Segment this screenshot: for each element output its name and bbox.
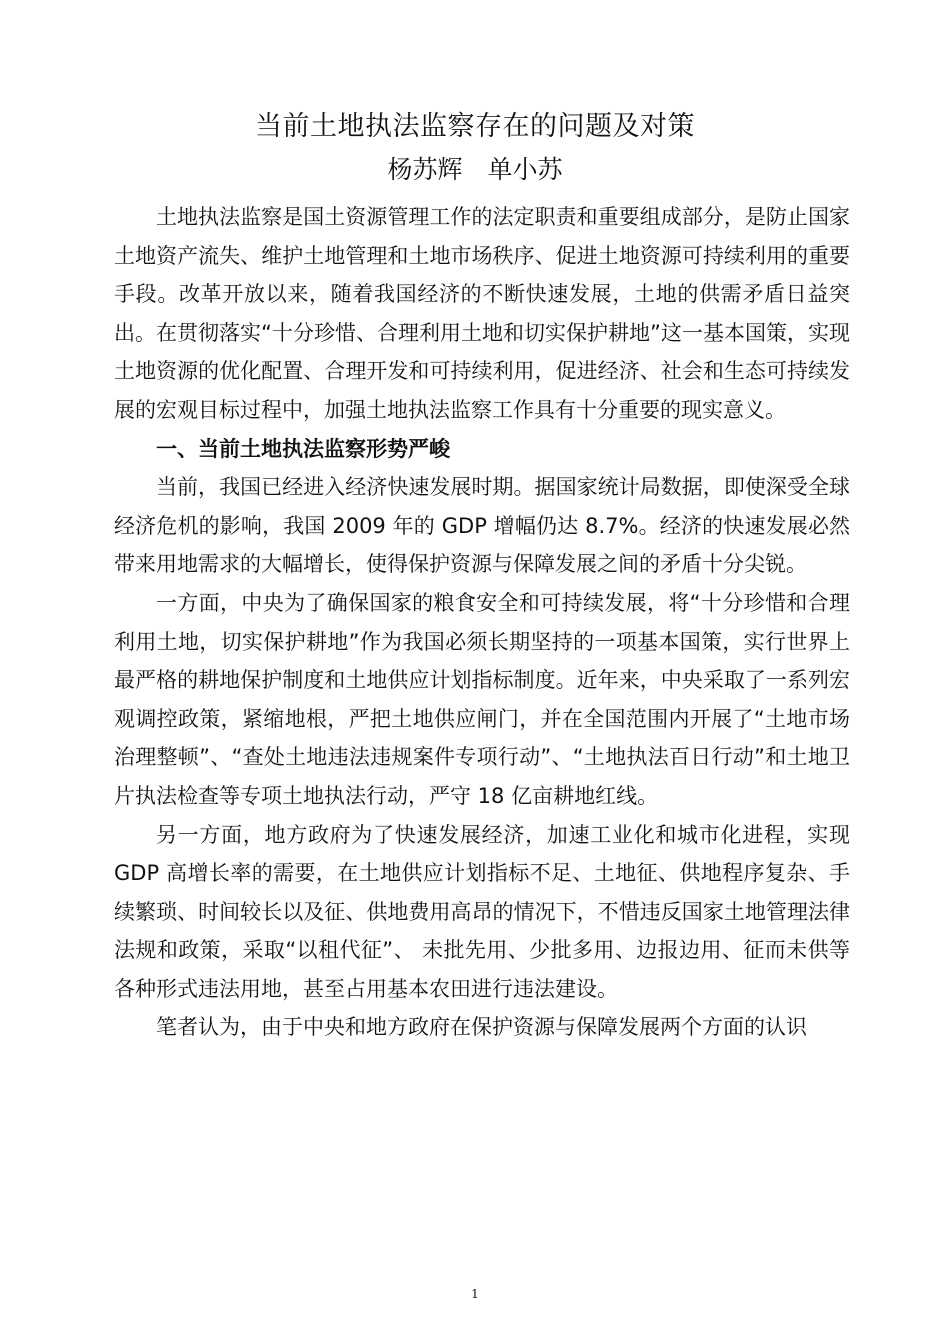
document-authors: 杨苏辉 单小苏 [387, 155, 563, 184]
page-number: 1 [471, 1287, 479, 1301]
body-paragraph: 笔者认为，由于中央和地方政府在保护资源与保障发展两个方面的认识 [156, 1015, 807, 1040]
document-body [114, 198, 850, 1047]
document-title: 当前土地执法监察存在的问题及对策 [255, 111, 695, 142]
body-paragraph: 一方面，中央为了确保国家的粮食安全和可持续发展，将“十分珍惜和合理利用土地，切实保护耕地”作为我国必须长期坚持的一项基本国策，实行世界上最严格的耕地保护制度和土地供应计划指标制度。近年来，中央采取了一系列宏观调控政策，紧缩地根，严把土地供应闸门，并在全国范围内开展了“土地市场治理整顿”、“查处土地违法违规案件专项行动”、“土地执法百日行动”和土地卫片执法检查等专项土地执法行动，严守 18 亿亩耕地红线。 [114, 590, 850, 808]
section-heading: 一、当前土地执法监察形势严峻 [156, 436, 450, 461]
intro-paragraph: 土地执法监察是国土资源管理工作的法定职责和重要组成部分，是防止国家土地资产流失、维护土地管理和土地市场秩序、促进土地资源可持续利用的重要手段。改革开放以来，随着我国经济的不断快速发展，土地的供需矛盾日益突出。在贯彻落实“十分珍惜、合理利用土地和切实保护耕地”这一基本国策，实现土地资源的优化配置、合理开发和可持续利用，促进经济、社会和生态可持续发展的宏观目标过程中，加强土地执法监察工作具有十分重要的现实意义。 [114, 205, 850, 422]
body-paragraph: 当前，我国已经进入经济快速发展时期。据国家统计局数据，即使深受全球经济危机的影响，我国 2009 年的 GDP 增幅仍达 8.7%。经济的快速发展必然带来用地需求的大幅增长，使得保护资源与保障发展之间的矛盾十分尖锐。 [114, 475, 850, 577]
body-paragraph: 另一方面，地方政府为了快速发展经济，加速工业化和城市化进程，实现 GDP 高增长率的需要，在土地供应计划指标不足、土地征、供地程序复杂、手续繁琐、时间较长以及征、供地费用高昂的情况下，不惜违反国家土地管理法律法规和政策，采取“以租代征”、 未批先用、少批多用、边报边用、征而未供等各种形式违法用地，甚至占用基本农田进行违法建设。 [114, 822, 850, 1001]
